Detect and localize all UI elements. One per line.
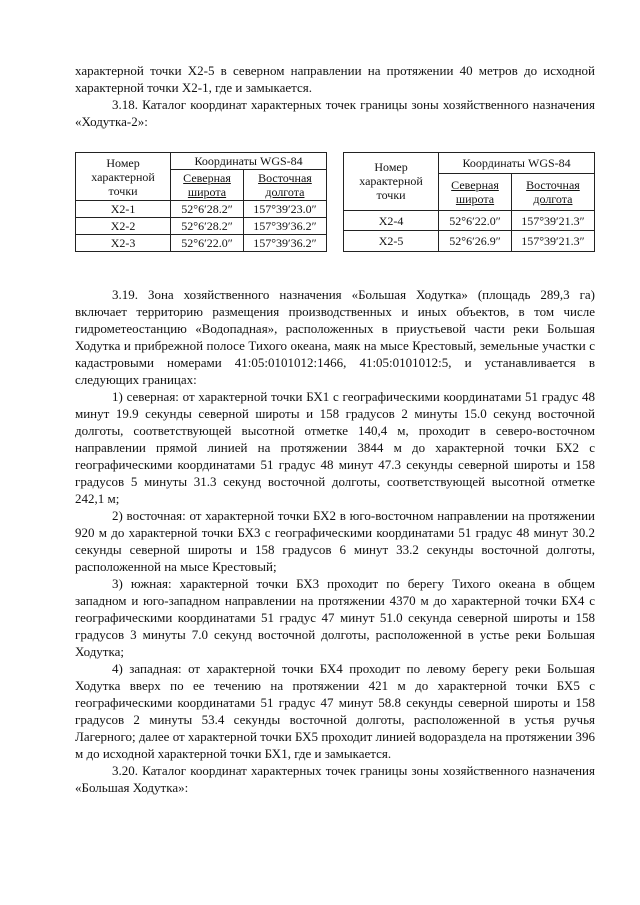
table-row	[76, 235, 327, 252]
catalog-heading-318: 3.18. Каталог координат характерных точек границы зоны хозяйственного назначения «Ходутка-2»:	[75, 97, 595, 129]
boundary-west: 4) западная: от характерной точки БХ4 проходит по левому берегу реки Большая Ходутка вверх по ее течению на протяжении 421 м до характерной точки БХ5 с географическими координатами 51 градус 47 минут 58.8 секунды северной широты и 158 градусов 2 минуты 53.4 секунды восточной долготы, расположенной в устья ручья Лагерного; далее от характерной точки БХ5 проходит линией водораздела на протяжении 396 м до исходной характерной точки БХ1, где и замыкается.	[75, 661, 595, 761]
coordinate-table-left	[75, 152, 327, 252]
table-row	[76, 218, 327, 235]
paragraph-319: 3.19. Зона хозяйственного назначения «Большая Ходутка» (площадь 289,3 га) включает территорию размещения производственных и иных объектов, в том числе гидрометеостанцию «Водопадная», расположенных в приустьевой части реки Большая Ходутка и прибрежной полосе Тихого океана, маяк на мысе Крестовый, земельные участки с кадастровыми номерами 41:05:0101012:1466, 41:05:0101012:5, и устанавливается в следующих границах:	[75, 287, 595, 387]
north-cell: 52°6′28.2″	[171, 218, 244, 235]
north-cell: 52°6′22.0″	[171, 235, 244, 252]
point-cell: Х2-1	[76, 201, 171, 218]
point-cell: Х2-5	[344, 231, 439, 252]
header-point: Номер характерной точки	[76, 153, 171, 201]
east-cell: 157°39′23.0″	[243, 201, 326, 218]
table-row	[344, 231, 595, 252]
document-page	[75, 62, 595, 796]
east-cell: 157°39′21.3″	[511, 210, 594, 231]
boundary-north: 1) северная: от характерной точки БХ1 с географическими координатами 51 градус 48 минут 19.9 секунды северной широты и 158 градусов 2 минуты 15.0 секунд восточной долготы, соответствующей высотной отметке 140,4 м, проходит в северо-восточном направлении прямой линией на протяжении 3844 м до характерной точки БХ2 с географическими координатами 51 градус 48 минут 47.3 секунды северной широты и 158 градусов 5 минуты 31.3 секунд восточной долготы, соответствующей высотной отметке 242,1 м;	[75, 389, 595, 506]
header-east: Восточная долгота	[243, 170, 326, 201]
intro-paragraph: характерной точки Х2-5 в северном направлении на протяжении 40 метров до исходной характерной точки Х2-1, где и замыкается.	[75, 63, 595, 95]
table-row	[344, 210, 595, 231]
catalog-heading-320: 3.20. Каталог координат характерных точек границы зоны хозяйственного назначения «Большая Ходутка»:	[75, 763, 595, 795]
header-east: Восточная долгота	[511, 173, 594, 210]
east-cell: 157°39′36.2″	[243, 235, 326, 252]
point-cell: Х2-4	[344, 210, 439, 231]
header-north: Северная широта	[439, 173, 512, 210]
north-cell: 52°6′28.2″	[171, 201, 244, 218]
boundary-south: 3) южная: характерной точки БХ3 проходит по берегу Тихого океана в общем западном и юго-западном направлении на протяжении 4370 м до характерной точки БХ4 с географическими координатами 51 градус 47 минут 51.0 секунда северной широты и 158 градусов 3 минуты 7.0 секунд восточной долготы, расположенной в устье реки Большая Ходутка;	[75, 576, 595, 659]
north-cell: 52°6′22.0″	[439, 210, 512, 231]
table-row	[76, 201, 327, 218]
north-cell: 52°6′26.9″	[439, 231, 512, 252]
point-cell: Х2-2	[76, 218, 171, 235]
east-cell: 157°39′36.2″	[243, 218, 326, 235]
coordinate-table-right	[343, 152, 595, 252]
east-cell: 157°39′21.3″	[511, 231, 594, 252]
boundary-east: 2) восточная: от характерной точки БХ2 в юго-восточном направлении на протяжении 920 м до характерной точки БХ3 с географическими координатами 51 градус 48 минут 30.2 секунды северной широты и 158 градусов 6 минут 33.2 секунды восточной долготы, расположенной на мысе Крестовый;	[75, 508, 595, 574]
header-north: Северная широта	[171, 170, 244, 201]
coordinate-tables	[75, 152, 595, 252]
header-coords: Координаты WGS-84	[439, 153, 595, 174]
header-coords: Координаты WGS-84	[171, 153, 327, 170]
header-point: Номер характерной точки	[344, 153, 439, 211]
point-cell: Х2-3	[76, 235, 171, 252]
